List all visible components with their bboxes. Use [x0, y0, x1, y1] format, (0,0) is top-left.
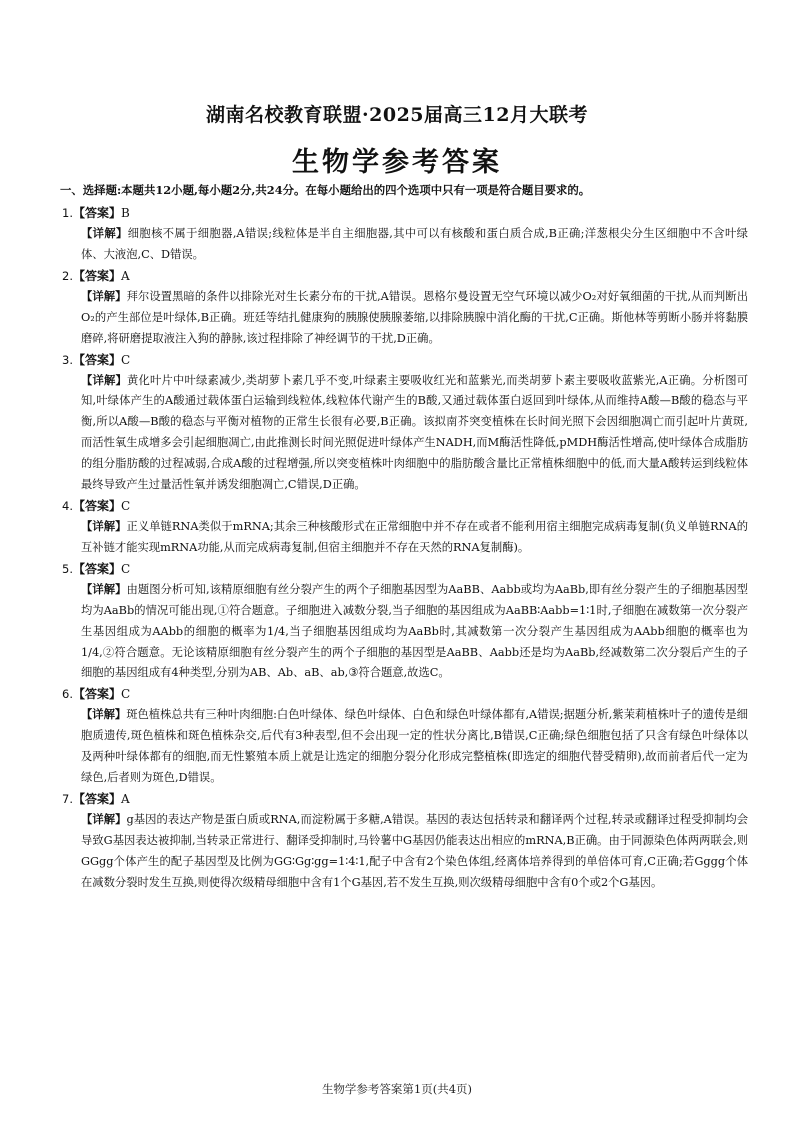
document-title: 生物学参考答案: [292, 147, 502, 178]
answer-line: [62, 266, 748, 286]
explanation-text: 黄化叶片中叶绿素减少,类胡萝卜素几乎不变,叶绿素主要吸收红光和蓝紫光,而类胡萝卜素主要吸收蓝紫光,A正确。分析图可知,叶绿体产生的A酸通过载体蛋白运输到线粒体,线粒体代谢产生的B酸,又通过载体蛋白返回到叶绿体,从而维持A酸—B酸的稳态与平衡,所以A酸—B酸的稳态与平衡对植物的正常生长很有必要,B正确。该拟南芥突变植株在长时间光照下会因细胞凋亡而引起叶片黄斑,而活性氧生成增多会引起细胞凋亡,由此推测长时间光照促进叶绿体产生NADH,而M酶活性降低,pMDH酶活性增高,使叶绿体合成脂肪的组分脂肪酸的过程减弱,合成A酸的过程增强,所以突变植株叶肉细胞中的脂肪酸含量比正常植株细胞中的低,而大量A酸转运到线粒体最终导致产生过量活性氧并诱发细胞凋亡,C错误,D正确。: [81, 373, 748, 492]
detail-tag: 【详解】: [81, 707, 127, 722]
answer-tag: 【答案】: [72, 791, 121, 806]
exam-title: 湖南名校教育联盟·2025届高三12月大联考: [206, 104, 588, 126]
explanation-text: g基因的表达产物是蛋白质或RNA,而淀粉属于多糖,A错误。基因的表达包括转录和翻译两个过程,转录或翻译过程受抑制均会导致G基因表达被抑制,当转录正常进行、翻译受抑制时,马铃薯中G基因仍能表达出相应的mRNA,B正确。由于同源染色体两两联会,则GGgg个体产生的配子基因型及比例为GG∶Gg∶gg=1∶4∶1,配子中含有2个染色体组,经离体培养得到的单倍体可育,C正确;若Gggg个体在减数分裂时发生互换,则使得次级精母细胞中含有1个G基因,若不发生互换,则次级精母细胞中含有0个或2个G基因。: [81, 812, 748, 889]
explanation: [81, 370, 748, 496]
explanation-text: 斑色植株总共有三种叶肉细胞:白色叶绿体、绿色叶绿体、白色和绿色叶绿体都有,A错误;据题分析,紫茉莉植株叶子的遗传是细胞质遗传,斑色植株和斑色植株杂交,后代有3种表型,但不会出现一定的性状分离比,B错误,C正确;绿色细胞包括了只含有绿色叶绿体以及两种叶绿体都有的细胞,而无性繁殖本质上就是让选定的细胞分裂分化形成完整植株(即选定的细胞代替受精卵),故而前者后代一定为绿色,后者则为斑色,D错误。: [81, 708, 748, 785]
question-7: [62, 789, 748, 894]
detail-tag: 【详解】: [81, 518, 127, 533]
answer-value: A: [121, 268, 130, 283]
question-number: 2.: [62, 268, 73, 283]
answer-line: [62, 496, 748, 516]
explanation: [81, 704, 748, 789]
answer-value: C: [121, 498, 131, 513]
section-heading: 一、选择题:本题共12小题,每小题2分,共24分。在每小题给出的四个选项中只有一项是符合题目要求的。: [60, 183, 591, 197]
question-number: 3.: [62, 352, 73, 367]
answer-tag: 【答案】: [72, 498, 121, 513]
detail-tag: 【详解】: [81, 288, 127, 303]
detail-tag: 【详解】: [81, 811, 127, 826]
question-number: 7.: [62, 791, 73, 806]
question-number: 1.: [62, 206, 73, 220]
answer-tag: 【答案】: [72, 352, 121, 367]
answer-tag: 【答案】: [72, 687, 121, 702]
explanation-text: 正义单链RNA类似于mRNA;其余三种核酸形式在正常细胞中并不存在或者不能利用宿主细胞完成病毒复制(负义单链RNA的互补链才能实现mRNA功能,从而完成病毒复制,但宿主细胞并不存在天然的RNA复制酶)。: [81, 519, 748, 554]
answer-value: A: [121, 791, 130, 806]
question-number: 4.: [62, 498, 73, 513]
question-4: [62, 496, 748, 559]
question-2: [62, 266, 748, 350]
question-1: [62, 203, 748, 266]
explanation: [81, 516, 748, 559]
answer-line: [62, 789, 748, 809]
explanation-text: 由题图分析可知,该精原细胞有丝分裂产生的两个子细胞基因型为AaBB、Aabb或均为AaBb,即有丝分裂产生的子细胞基因型均为AaBb的情况可能出现,①符合题意。子细胞进入减数分裂,当子细胞的基因组成为AaBB∶Aabb=1∶1时,子细胞在减数第一次分裂产生基因组成为AAbb的细胞的概率为1/4,当子细胞基因组成均为AaBb时,其减数第一次分裂产生基因组成为AAbb细胞的概率也为1/4,②符合题意。无论该精原细胞有丝分裂产生的两个子细胞的基因型是AaBB、Aabb还是均为AaBb,经减数第二次分裂后产生的子细胞的基因组成有4种类型,分别为AB、Ab、aB、ab,③符合题意,故选C。: [81, 582, 748, 680]
answer-line: [62, 559, 748, 579]
answer-line: [62, 350, 748, 370]
explanation-text: 细胞核不属于细胞器,A错误;线粒体是半自主细胞器,其中可以有核酸和蛋白质合成,B正确;洋葱根尖分生区细胞中不含叶绿体、大液泡,C、D错误。: [81, 227, 748, 261]
explanation: [81, 286, 748, 350]
explanation-text: 拜尔设置黑暗的条件以排除光对生长素分布的干扰,A错误。恩格尔曼设置无空气环境以减少O₂对好氧细菌的干扰,从而判断出O₂的产生部位是叶绿体,B正确。班廷等结扎健康狗的胰腺使胰腺萎缩,以排除胰腺中消化酶的干扰,C正确。斯他林等剪断小肠并将黏膜磨碎,将研磨提取液注入狗的静脉,该过程排除了神经调节的干扰,D正确。: [81, 289, 748, 345]
question-6: [62, 684, 748, 789]
answer-line: [62, 684, 748, 704]
answer-value: C: [121, 352, 131, 367]
detail-tag: 【详解】: [81, 372, 127, 387]
answer-value: C: [121, 561, 131, 576]
explanation: [81, 809, 748, 894]
answer-tag: 【答案】: [72, 561, 121, 576]
answer-tag: 【答案】: [72, 206, 121, 220]
answer-value: C: [121, 687, 131, 702]
answer-tag: 【答案】: [72, 268, 121, 283]
detail-tag: 【详解】: [81, 226, 128, 240]
detail-tag: 【详解】: [81, 581, 127, 596]
answer-value: B: [121, 206, 130, 220]
question-number: 5.: [62, 561, 73, 576]
question-5: [62, 559, 748, 685]
question-3: [62, 350, 748, 496]
questions-list: [62, 203, 748, 894]
answer-line: [62, 203, 748, 223]
explanation: [81, 579, 748, 685]
question-number: 6.: [62, 687, 73, 702]
explanation: [81, 223, 748, 266]
page-footer: 生物学参考答案第1页(共4页): [321, 1082, 473, 1096]
